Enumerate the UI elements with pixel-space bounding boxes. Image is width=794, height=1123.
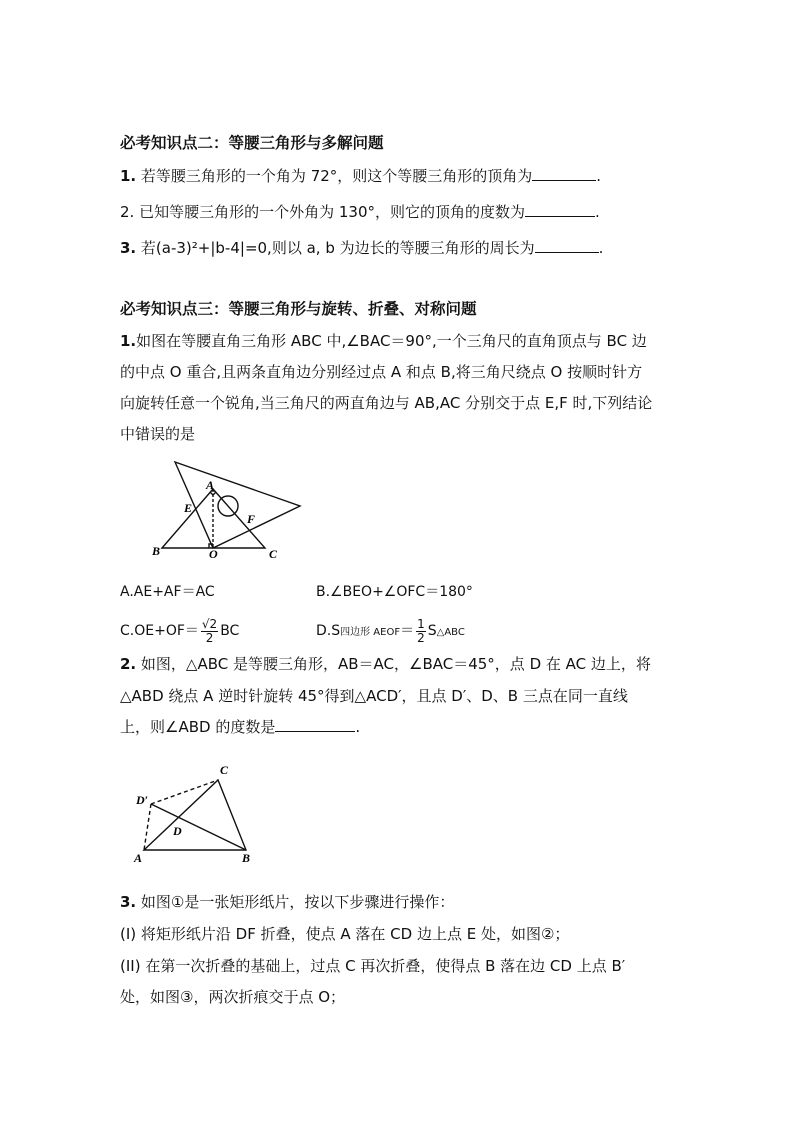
denominator: 2 <box>417 630 425 645</box>
s3-p1-line-4: 中错误的是 <box>120 425 196 443</box>
label-o: O <box>209 547 218 561</box>
question-number: 2. <box>120 203 135 221</box>
label-dprime: D′ <box>136 793 149 807</box>
s3-p1-line-1 <box>120 331 647 351</box>
question-text: 如图在等腰直角三角形 ABC 中,∠BAC＝90°,一个三角尺的直角顶点与 BC 边 <box>136 332 647 350</box>
option-d-text: D.S <box>316 623 341 639</box>
answer-blank[interactable] <box>532 166 596 181</box>
segment-dprime-b <box>151 804 246 850</box>
figure-rotation-45 <box>128 758 268 868</box>
question-text: 若(a-3)²+|b-4|=0,则以 a, b 为边长的等腰三角形的周长为 <box>140 239 535 257</box>
question-text: 如图①是一张矩形纸片，按以下步骤进行操作： <box>140 893 455 911</box>
s3-p2-line-2: △ABD 绕点 A 逆时针旋转 45°得到△ACD′，且点 D′、D、B 三点在同一直线 <box>120 687 628 705</box>
fraction <box>201 618 218 645</box>
question-text: 已知等腰三角形的一个外角为 130°，则它的顶角的度数为 <box>139 203 525 221</box>
label-a: A <box>134 851 143 865</box>
s3-p3-line-3: (II) 在第一次折叠的基础上，过点 C 再次折叠，使得点 B 落在边 CD 上点 B′ <box>120 957 626 975</box>
fraction <box>416 618 426 645</box>
dashed-dprime-a <box>144 804 151 850</box>
section3-title: 必考知识点三：等腰三角形与旋转、折叠、对称问题 <box>120 300 477 318</box>
triangle-abc <box>144 780 246 850</box>
label-b: B <box>242 851 251 865</box>
option-c-tail: BC <box>220 623 240 639</box>
question-text: 若等腰三角形的一个角为 72°，则这个等腰三角形的顶角为 <box>140 167 533 185</box>
label-f: F <box>247 512 256 526</box>
question-number: 3. <box>120 239 137 257</box>
question-number: 1. <box>120 167 137 185</box>
option-d[interactable] <box>316 614 465 648</box>
s3-p1-line-3: 向旋转任意一个锐角,当三角尺的两直角边与 AB,AC 分别交于点 E,F 时,下列结论 <box>120 394 653 412</box>
answer-blank[interactable] <box>275 717 355 732</box>
s3-p2-line-3 <box>120 717 360 737</box>
question-number: 3. <box>120 893 137 911</box>
label-c: C <box>220 763 229 777</box>
label-e: E <box>184 501 193 515</box>
s2-question-2 <box>120 202 600 222</box>
right-angle-mark-a <box>210 492 216 495</box>
period: . <box>596 167 602 185</box>
option-c-text: C.OE+OF＝ <box>120 623 199 639</box>
figure-triangle-rotation <box>140 455 310 565</box>
question-text: 上，则∠ABD 的度数是 <box>120 718 276 736</box>
option-b[interactable]: B.∠BEO+∠OFC＝180° <box>316 584 473 600</box>
numerator: 1 <box>417 616 425 631</box>
subscript: △ABC <box>436 627 465 638</box>
answer-blank[interactable] <box>535 238 599 253</box>
label-b: B <box>152 544 161 558</box>
area-symbol: S <box>427 623 437 639</box>
period: . <box>598 239 604 257</box>
numerator: √2 <box>201 616 218 631</box>
period: . <box>355 718 361 736</box>
s3-p3-line-1 <box>120 892 454 912</box>
option-a[interactable]: A.AE+AF＝AC <box>120 584 215 600</box>
equals: ＝ <box>400 623 415 639</box>
period: . <box>595 203 600 221</box>
s3-p3-line-4: 处，如图③，两次折痕交于点 O； <box>120 988 346 1006</box>
question-number: 2. <box>120 655 137 673</box>
s3-p3-line-2: (I) 将矩形纸片沿 DF 折叠，使点 A 落在 CD 边上点 E 处，如图②； <box>120 925 570 943</box>
label-d: D <box>173 824 182 838</box>
label-a: A <box>206 478 215 492</box>
s3-p1-line-2: 的中点 O 重合,且两条直角边分别经过点 A 和点 B,将三角尺绕点 O 按顺时针方 <box>120 363 643 381</box>
s3-p2-line-1 <box>120 654 651 674</box>
dashed-dprime-c <box>151 780 218 804</box>
denominator: 2 <box>205 630 214 645</box>
label-c: C <box>269 547 278 561</box>
option-c[interactable] <box>120 614 239 648</box>
answer-blank[interactable] <box>525 202 595 217</box>
section2-title: 必考知识点二：等腰三角形与多解问题 <box>120 134 384 152</box>
s2-question-1 <box>120 166 601 186</box>
subscript: 四边形 AEOF <box>340 627 401 638</box>
s2-question-3 <box>120 238 603 258</box>
question-text: 如图，△ABC 是等腰三角形，AB＝AC，∠BAC＝45°，点 D 在 AC 边上，将 <box>140 655 651 673</box>
question-number: 1. <box>120 332 137 350</box>
